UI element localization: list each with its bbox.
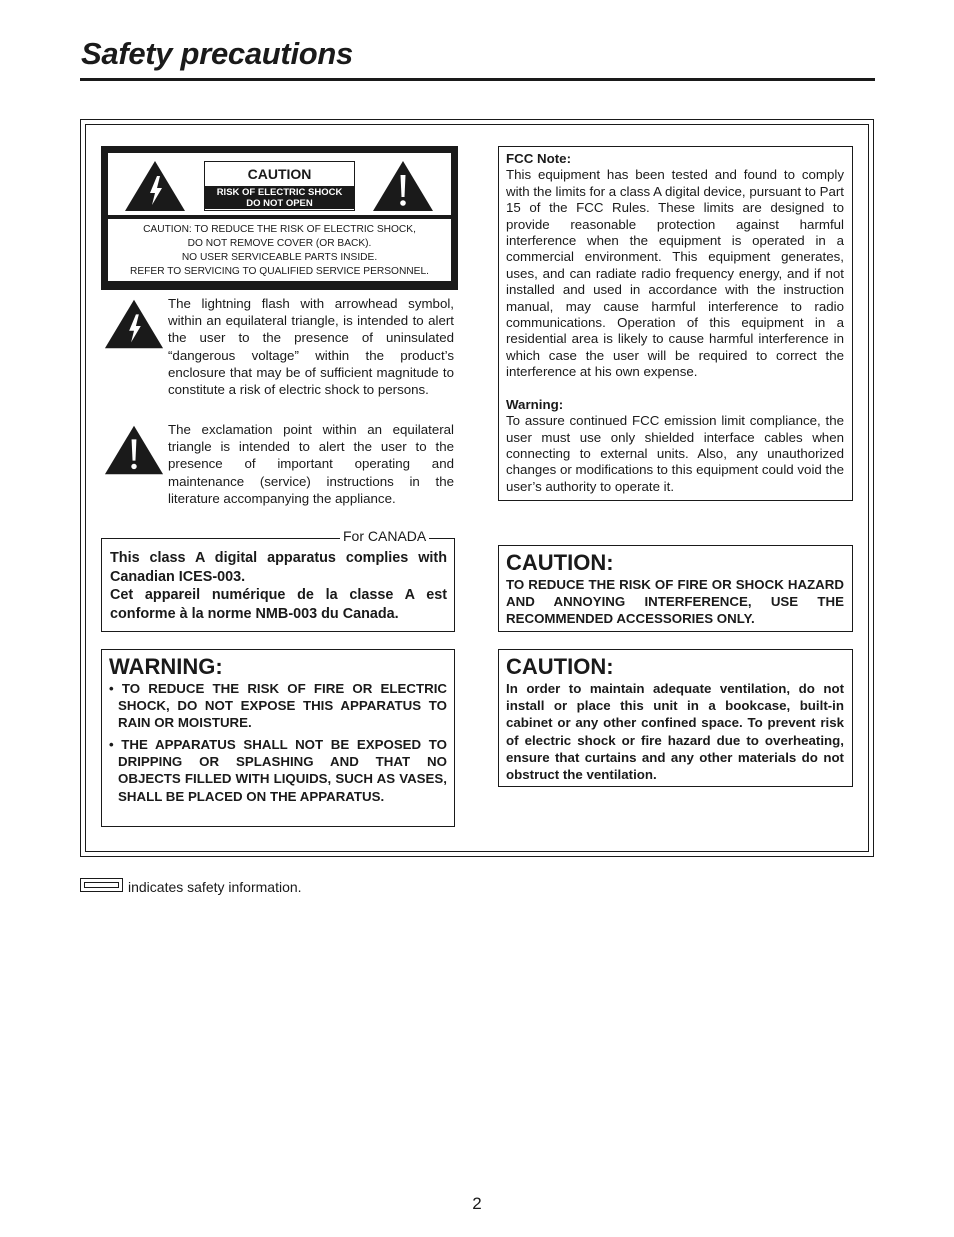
caution-label-text: [108, 219, 451, 281]
caution-ventilation-box: [498, 649, 853, 787]
caution-accessories-body: TO REDUCE THE RISK OF FIRE OR SHOCK HAZARD AND ANNOYING INTERFERENCE, USE THE RECOMMENDED ACCESSORIES ONLY.: [506, 577, 844, 627]
warning-item: • THE APPARATUS SHALL NOT BE EXPOSED TO DRIPPING OR SPLASHING AND THAT NO OBJECTS FILLED WITH LIQUIDS, SUCH AS VASES, SHALL BE PLACED ON THE APPARATUS.: [109, 737, 447, 804]
exclamation-triangle-icon: [103, 423, 165, 477]
fcc-warning-heading: Warning:: [506, 396, 564, 412]
safety-info-legend-text: indicates safety information.: [128, 879, 302, 895]
caution-accessories-box: [498, 545, 853, 632]
fcc-note-box: [498, 146, 853, 501]
exclamation-warning-icon: [371, 159, 435, 213]
canada-french-statement: Cet appareil numérique de la classe A est conforme à la norme NMB-003 du Canada.: [110, 587, 447, 622]
warning-box: [101, 649, 455, 827]
caution-label-line: NO USER SERVICEABLE PARTS INSIDE.: [181, 252, 378, 263]
caution-label: [101, 146, 458, 290]
canada-label: For CANADA: [340, 528, 429, 544]
lightning-warning-icon: [123, 159, 187, 213]
caution-label-top: [108, 153, 451, 215]
safety-info-legend-symbol-inner: [84, 882, 119, 888]
caution-label-subtitle-line1: RISK OF ELECTRIC SHOCK: [216, 187, 343, 198]
caution-label-subtitle-line2: DO NOT OPEN: [246, 198, 313, 209]
caution-label-title: CAUTION: [247, 166, 312, 182]
caution-label-line: DO NOT REMOVE COVER (OR BACK).: [187, 238, 372, 249]
page-number: 2: [472, 1194, 482, 1213]
warning-heading: WARNING:: [109, 654, 223, 679]
caution-label-line: REFER TO SERVICING TO QUALIFIED SERVICE PERSONNEL.: [130, 266, 429, 277]
canada-english-statement: This class A digital apparatus complies with Canadian ICES-003.: [110, 550, 447, 585]
caution-label-box: [204, 161, 355, 211]
lightning-symbol-description: The lightning flash with arrowhead symbol, within an equilateral triangle, is intended to alert the user to the presence of uninsulated “dangerous voltage” within the product’s enclosure that may be of sufficient magnitude to constitute a risk of electric shock to persons.: [168, 296, 454, 398]
caution-heading: CAUTION:: [506, 654, 614, 679]
warning-item: • TO REDUCE THE RISK OF FIRE OR ELECTRIC SHOCK, DO NOT EXPOSE THIS APPARATUS TO RAIN OR MOISTURE.: [109, 681, 447, 731]
exclamation-symbol-description: The exclamation point within an equilateral triangle is intended to alert the user to the presence of important operating and maintenance (service) instructions in the literature accompanying the appliance.: [168, 422, 454, 506]
lightning-triangle-icon: [103, 297, 165, 351]
caution-label-line: CAUTION: TO REDUCE THE RISK OF ELECTRIC SHOCK,: [143, 224, 416, 235]
safety-info-legend-symbol: [80, 878, 123, 892]
caution-label-subtitle: [205, 186, 354, 209]
fcc-note-body: This equipment has been tested and found to comply with the limits for a class A digital device, pursuant to Part 15 of the FCC Rules. These limits are designed to provide reasonable protection against harmful interference when the equipment is operated in a commercial environment. This equipment generates, uses, and can radiate radio frequency energy, and if not installed and used in accordance with the instruction manual, may cause harmful interference to radio communications. Operation of this equipment in a residential area is likely to cause harmful interference in which case the user will be required to correct the interference at his own expense.: [506, 167, 844, 380]
canada-compliance-box: [101, 538, 455, 632]
title-rule: [80, 78, 875, 81]
caution-ventilation-body: In order to maintain adequate ventilation, do not install or place this unit in a bookcase, built-in cabinet or any other confined space. To prevent risk of electric shock or fire hazard due to overheating, ensure that curtains and any other materials do not obstruct the ventilation.: [506, 681, 844, 783]
fcc-warning-body: To assure continued FCC emission limit compliance, the user must use only shielded interface cables when connecting to external units. Also, any unauthorized changes or modifications to this equipment could void the user’s authority to operate it.: [506, 413, 844, 494]
page-title: Safety precautions: [81, 36, 353, 71]
caution-heading: CAUTION:: [506, 550, 614, 575]
fcc-note-heading: FCC Note:: [506, 151, 571, 166]
